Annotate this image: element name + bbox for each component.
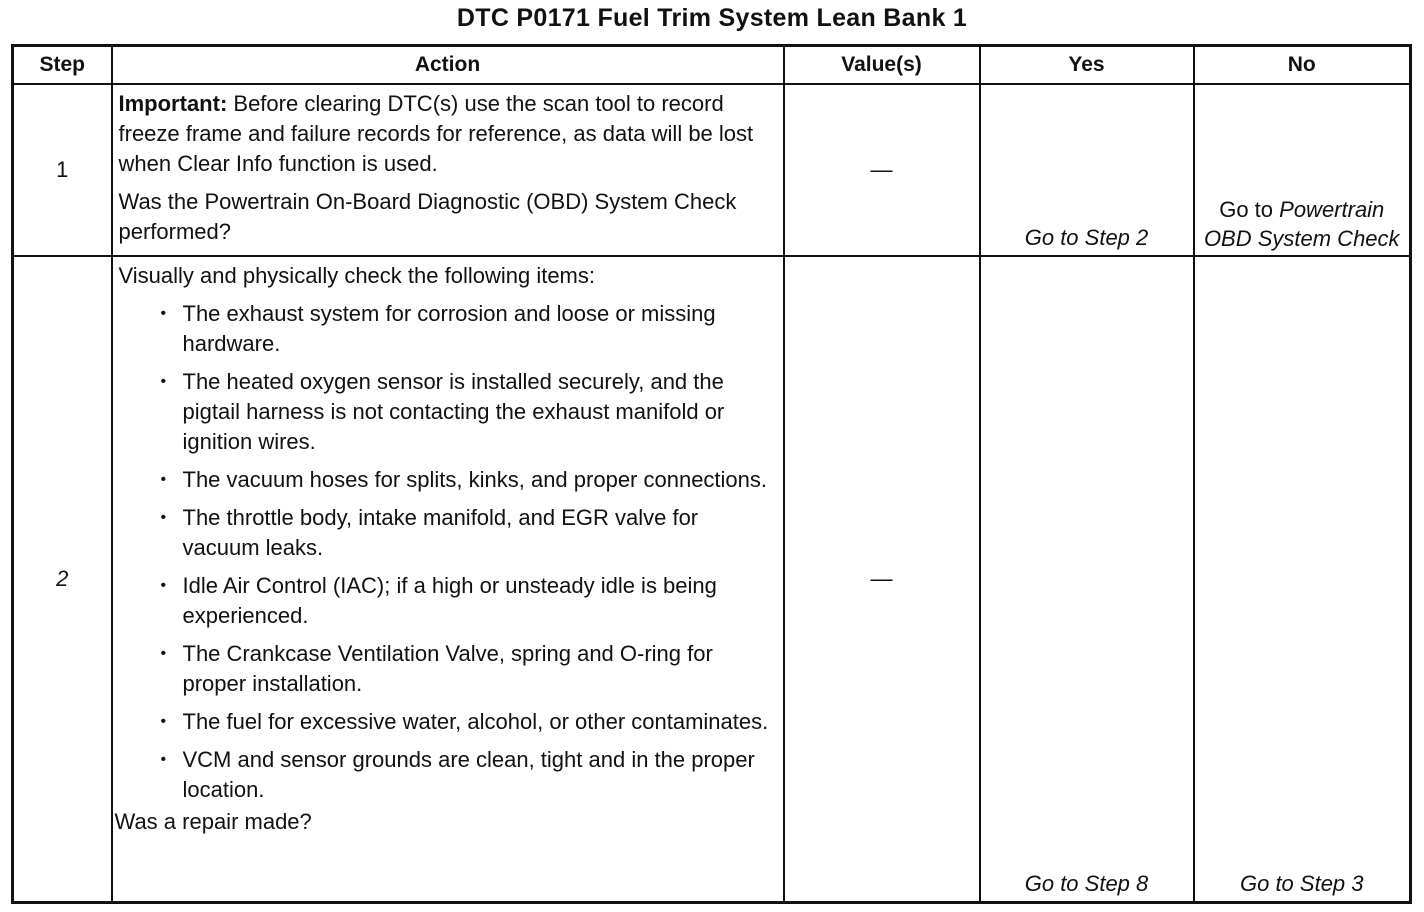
value-cell: — [784,84,980,256]
step-question: Was the Powertrain On-Board Diagnostic (OBD) System Check performed? [118,189,737,244]
no-cell [1194,84,1411,256]
header-action: Action [112,46,784,85]
list-item: • The vacuum hoses for splits, kinks, and proper connections. [161,465,777,495]
bullet-icon: • [160,645,167,662]
list-item: • The heated oxygen sensor is installed securely, and the pigtail harness is not contacting the exhaust manifold or ignition wires. [160,369,725,454]
value-cell: — [784,256,980,902]
header-step: Step [13,46,112,85]
yes-cell [980,256,1194,902]
no-link[interactable]: Go to Step 3 [1239,870,1364,896]
check-list [119,299,777,805]
header-values: Value(s) [784,46,980,85]
action-cell [112,256,784,902]
header-no: No [1194,46,1411,85]
bullet-icon: • [160,471,167,488]
step-number: 1 [13,84,112,256]
no-link-target: Powertrain OBD System Check [1203,197,1400,251]
list-item: • The fuel for excessive water, alcohol, or other contaminates. [161,707,777,737]
important-label: Important: [118,91,228,116]
important-text: Before clearing DTC(s) use the scan tool to record freeze frame and failure records for reference, as data will be lost when Clear Info function is used. [118,91,754,176]
important-note [119,89,777,179]
no-link[interactable] [1195,195,1410,255]
yes-link[interactable]: Go to Step 8 [1024,870,1149,896]
no-prefix: Go to [1219,197,1274,222]
step-number: 2 [13,256,112,902]
action-cell [112,84,784,256]
bullet-icon: • [160,373,167,390]
bullet-icon: • [160,751,167,768]
yes-cell [980,84,1194,256]
diagnostic-table [11,44,1412,904]
no-cell [1194,256,1411,902]
step-question: Was a repair made? [114,809,312,834]
page-title: DTC P0171 Fuel Trim System Lean Bank 1 [456,4,968,32]
list-item: • The exhaust system for corrosion and loose or missing hardware. [160,301,716,356]
list-item: • VCM and sensor grounds are clean, tight and in the proper location. [160,747,755,802]
header-yes: Yes [980,46,1194,85]
bullet-icon: • [160,577,167,594]
bullet-icon: • [160,713,167,730]
table-row [13,256,1411,902]
header-row [13,46,1411,85]
bullet-icon: • [160,509,167,526]
step-intro: Visually and physically check the following items: [118,263,595,288]
list-item: • The Crankcase Ventilation Valve, spring and O-ring for proper installation. [160,641,713,696]
list-item: • The throttle body, intake manifold, and EGR valve for vacuum leaks. [160,505,699,560]
list-item: • Idle Air Control (IAC); if a high or unsteady idle is being experienced. [160,573,717,628]
bullet-icon: • [160,305,167,322]
yes-link[interactable]: Go to Step 2 [1024,225,1149,250]
table-row [13,84,1411,256]
